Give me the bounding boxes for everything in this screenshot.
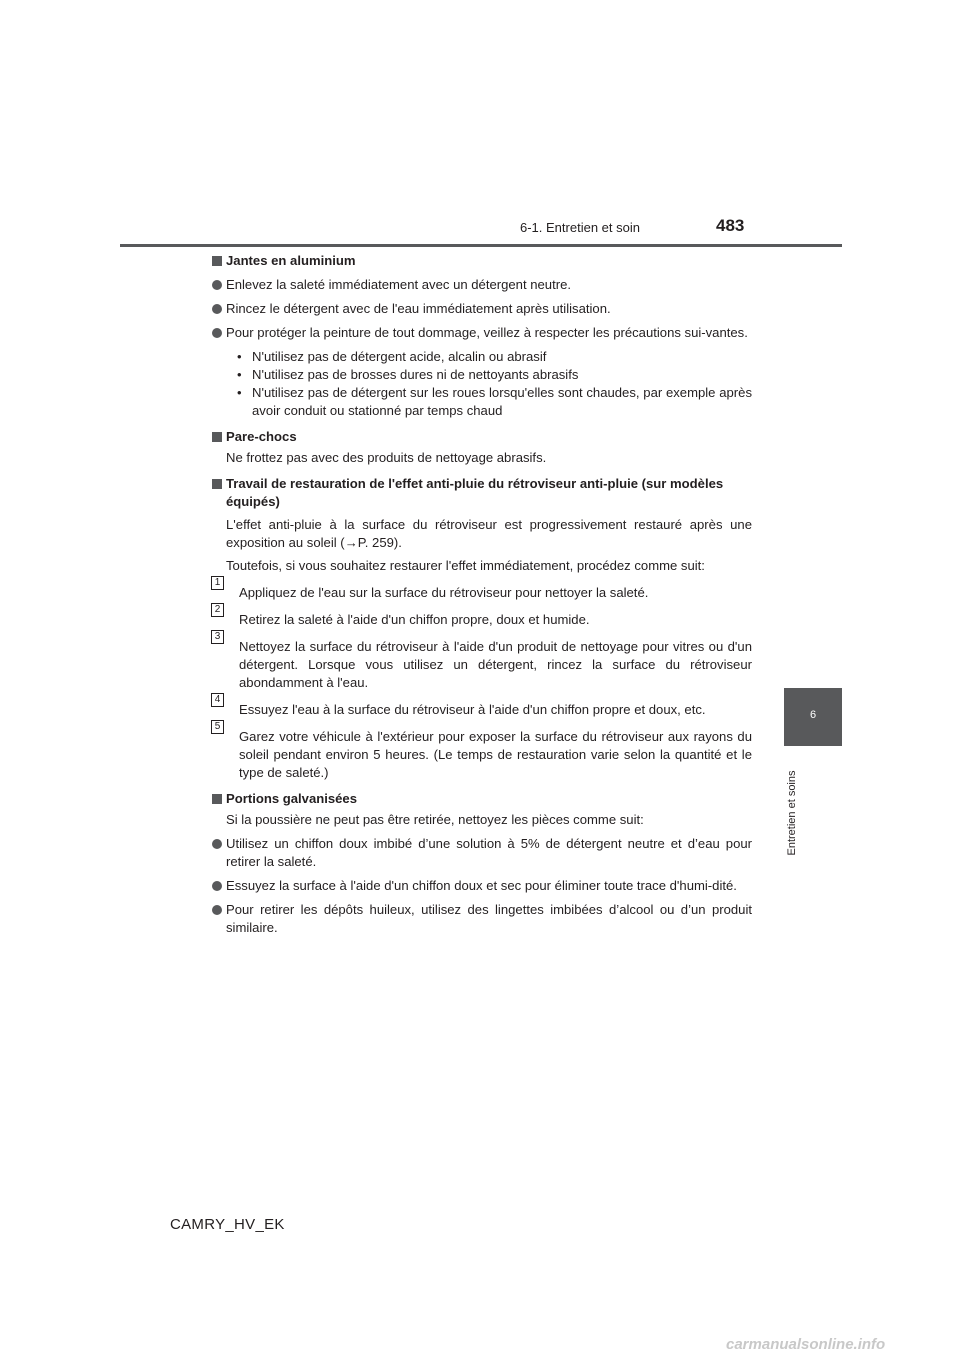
- heading-retroviseur: Travail de restauration de l'effet anti-pluie du rétroviseur anti-pluie (sur modèles équipés): [211, 475, 752, 511]
- sub-item: • N'utilisez pas de détergent sur les roues lorsqu'elles sont chaudes, par exemple après avoir conduit ou stationné par temps chaud: [237, 385, 752, 418]
- square-bullet-icon: [212, 479, 222, 489]
- bullet-item: Pour protéger la peinture de tout dommage, veillez à respecter les précautions sui-vantes.: [211, 324, 752, 342]
- page-number: 483: [716, 216, 745, 235]
- chapter-title: Entretien et soins: [786, 770, 798, 856]
- paragraph: Toutefois, si vous souhaitez restaurer l'effet immédiatement, procédez comme suit:: [226, 558, 705, 573]
- circle-bullet-icon: [212, 839, 222, 849]
- square-bullet-icon: [212, 794, 222, 804]
- chapter-tab: [784, 688, 842, 746]
- sub-item: • N'utilisez pas de détergent acide, alcalin ou abrasif: [237, 349, 547, 364]
- step-number: 3: [211, 630, 224, 644]
- paragraph: Si la poussière ne peut pas être retirée, nettoyez les pièces comme suit:: [226, 812, 644, 827]
- chapter-number: 6: [809, 709, 817, 721]
- step-item: 5 Garez votre véhicule à l'extérieur pour exposer la surface du rétroviseur aux rayons du soleil pendant environ 5 heures. (Le temps de restauration varie selon la quantité et le type de saleté.): [211, 728, 752, 782]
- step-item: 1 Appliquez de l'eau sur la surface du rétroviseur pour nettoyer la saleté.: [211, 584, 752, 602]
- bullet-item: Essuyez la surface à l'aide d'un chiffon doux et sec pour éliminer toute trace d'humi-dité.: [211, 877, 752, 895]
- bullet-item: Enlevez la saleté immédiatement avec un détergent neutre.: [211, 276, 752, 294]
- step-number: 2: [211, 603, 224, 617]
- bullet-item: Rincez le détergent avec de l'eau immédiatement après utilisation.: [211, 300, 752, 318]
- step-number: 5: [211, 720, 224, 734]
- step-number: 1: [211, 576, 224, 590]
- heading-jantes: Jantes en aluminium: [211, 252, 752, 270]
- sub-item: • N'utilisez pas de brosses dures ni de nettoyants abrasifs: [237, 367, 579, 382]
- dot-bullet-icon: •: [237, 349, 242, 364]
- step-number: 4: [211, 693, 224, 707]
- header-rule: [120, 244, 842, 247]
- heading-galvanisees: Portions galvanisées: [211, 790, 752, 808]
- circle-bullet-icon: [212, 328, 222, 338]
- heading-pare-chocs: Pare-chocs: [211, 428, 752, 446]
- chapter-title-vertical: [782, 758, 802, 868]
- page-content: [211, 252, 752, 937]
- square-bullet-icon: [212, 256, 222, 266]
- step-item: 4 Essuyez l'eau à la surface du rétroviseur à l'aide d'un chiffon propre et doux, etc.: [211, 701, 752, 719]
- model-code: CAMRY_HV_EK: [170, 1216, 285, 1233]
- step-item: 3 Nettoyez la surface du rétroviseur à l'aide d'un produit de nettoyage pour vitres ou d'un détergent. Lorsque vous utilisez un détergent, rincez la surface du rétroviseur abondamment à l'eau.: [211, 638, 752, 692]
- dot-bullet-icon: •: [237, 367, 242, 382]
- circle-bullet-icon: [212, 905, 222, 915]
- paragraph: Ne frottez pas avec des produits de nettoyage abrasifs.: [226, 450, 547, 465]
- square-bullet-icon: [212, 432, 222, 442]
- watermark: carmanualsonline.info: [726, 1336, 886, 1353]
- dot-bullet-icon: •: [237, 385, 242, 400]
- paragraph: L'effet anti-pluie à la surface du rétroviseur est progressivement restauré après une exposition au soleil (→P. 259).: [226, 517, 752, 550]
- step-item: 2 Retirez la saleté à l'aide d'un chiffon propre, doux et humide.: [211, 611, 752, 629]
- section-title: 6-1. Entretien et soin: [520, 220, 640, 235]
- circle-bullet-icon: [212, 304, 222, 314]
- circle-bullet-icon: [212, 280, 222, 290]
- circle-bullet-icon: [212, 881, 222, 891]
- bullet-item: Pour retirer les dépôts huileux, utilisez des lingettes imbibées d’alcool ou d’un produit similaire.: [211, 901, 752, 937]
- bullet-item: Utilisez un chiffon doux imbibé d’une solution à 5% de détergent neutre et d’eau pour retirer la saleté.: [211, 835, 752, 871]
